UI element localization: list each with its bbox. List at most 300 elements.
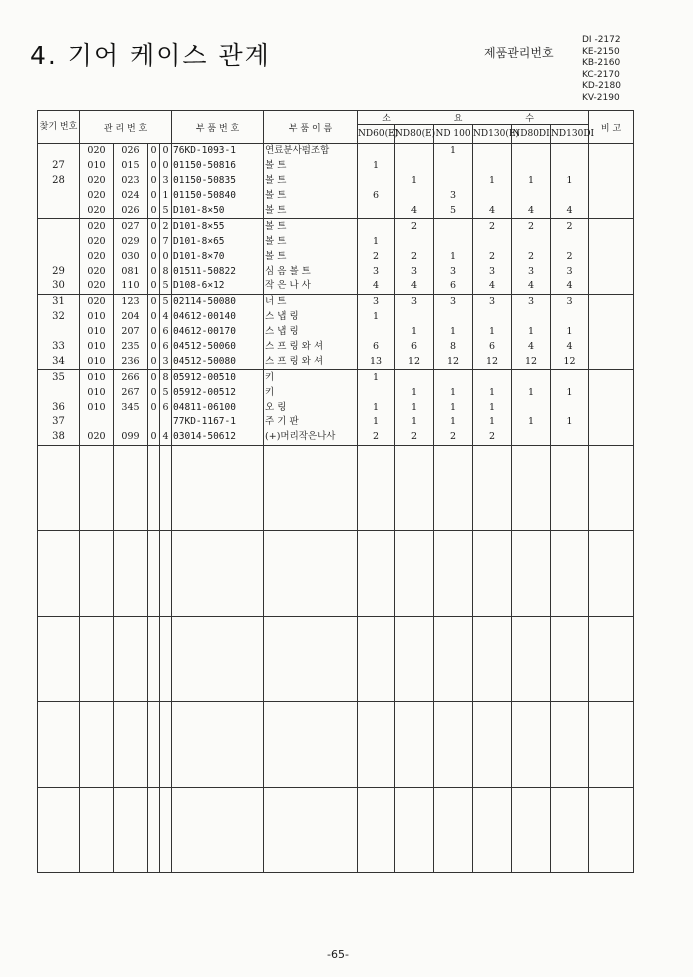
table-row <box>38 234 634 249</box>
qty-cell <box>473 310 512 325</box>
part-number-cell: 01150-50840 <box>172 189 264 204</box>
empty-cell <box>38 702 80 788</box>
empty-cell <box>512 702 551 788</box>
mgmt-no-cell: 345 <box>114 400 148 415</box>
part-name-cell: 스 프 링 와 셔 <box>264 354 358 369</box>
empty-cell <box>551 445 589 531</box>
product-mgmt-label: 제품관리번호 <box>484 46 554 60</box>
part-name-cell: 너 트 <box>264 294 358 309</box>
parts-table-body <box>38 144 634 873</box>
mgmt-no-cell: 020 <box>80 279 114 294</box>
mgmt-digit-cell: 0 <box>148 354 160 369</box>
fig-number-cell: 32 <box>38 310 80 325</box>
qty-cell: 2 <box>395 219 434 234</box>
qty-cell: 1 <box>434 144 473 159</box>
fig-number-cell <box>38 219 80 234</box>
qty-cell: 1 <box>512 174 551 189</box>
fig-number-cell: 27 <box>38 159 80 174</box>
fig-number-cell: 31 <box>38 294 80 309</box>
mgmt-no-cell: 266 <box>114 370 148 385</box>
part-name-cell: 볼 트 <box>264 234 358 249</box>
qty-cell: 12 <box>395 354 434 369</box>
mgmt-no-cell: 026 <box>114 144 148 159</box>
empty-cell <box>264 531 358 617</box>
qty-cell: 4 <box>512 204 551 219</box>
remarks-cell <box>589 144 634 159</box>
qty-cell <box>551 400 589 415</box>
empty-cell <box>148 787 160 873</box>
mgmt-no-cell: 236 <box>114 354 148 369</box>
mgmt-no-cell: 020 <box>80 219 114 234</box>
qty-cell <box>434 174 473 189</box>
header-fig-no: 찾기 번호 <box>38 111 80 144</box>
empty-cell <box>551 531 589 617</box>
mgmt-digit-cell: 0 <box>148 340 160 355</box>
qty-cell: 2 <box>551 219 589 234</box>
qty-cell: 1 <box>434 249 473 264</box>
mgmt-no-cell: 010 <box>80 370 114 385</box>
mgmt-digit-cell: 4 <box>160 310 172 325</box>
remarks-cell <box>589 340 634 355</box>
qty-cell: 2 <box>473 219 512 234</box>
qty-cell: 2 <box>434 430 473 445</box>
part-name-cell: 주 기 판 <box>264 415 358 430</box>
qty-cell: 12 <box>473 354 512 369</box>
qty-cell: 3 <box>358 264 395 279</box>
header-remarks: 비 고 <box>589 111 634 144</box>
remarks-cell <box>589 354 634 369</box>
empty-cell <box>264 702 358 788</box>
fig-number-cell: 38 <box>38 430 80 445</box>
mgmt-digit-cell: 0 <box>148 174 160 189</box>
qty-cell: 1 <box>358 159 395 174</box>
table-row <box>38 415 634 430</box>
mgmt-no-cell: 020 <box>80 294 114 309</box>
qty-cell: 1 <box>551 385 589 400</box>
table-row <box>38 385 634 400</box>
part-number-cell: 04811-06100 <box>172 400 264 415</box>
qty-cell <box>434 370 473 385</box>
qty-cell <box>512 400 551 415</box>
qty-cell <box>358 174 395 189</box>
part-name-cell: 볼 트 <box>264 174 358 189</box>
mgmt-no-cell: 010 <box>80 159 114 174</box>
qty-cell: 1 <box>434 385 473 400</box>
qty-cell <box>551 189 589 204</box>
mgmt-no-cell <box>80 415 114 430</box>
qty-cell <box>358 385 395 400</box>
qty-cell: 1 <box>551 415 589 430</box>
qty-cell: 13 <box>358 354 395 369</box>
empty-cell <box>473 531 512 617</box>
qty-cell <box>395 159 434 174</box>
fig-number-cell: 28 <box>38 174 80 189</box>
mgmt-no-cell: 010 <box>80 354 114 369</box>
remarks-cell <box>589 189 634 204</box>
mgmt-no-cell: 010 <box>80 310 114 325</box>
header-part-name: 부 품 이 름 <box>264 111 358 144</box>
qty-cell: 4 <box>473 279 512 294</box>
qty-cell <box>358 219 395 234</box>
part-name-cell: 스 프 링 와 셔 <box>264 340 358 355</box>
mgmt-no-cell: 123 <box>114 294 148 309</box>
qty-cell: 3 <box>551 264 589 279</box>
qty-cell: 2 <box>358 249 395 264</box>
mgmt-digit-cell: 8 <box>160 264 172 279</box>
fig-number-cell: 34 <box>38 354 80 369</box>
mgmt-digit-cell: 0 <box>148 385 160 400</box>
model-code: KV-2190 <box>582 92 620 103</box>
mgmt-digit-cell: 7 <box>160 234 172 249</box>
empty-cell <box>160 702 172 788</box>
mgmt-digit-cell: 3 <box>160 174 172 189</box>
mgmt-digit-cell: 8 <box>160 370 172 385</box>
mgmt-no-cell: 015 <box>114 159 148 174</box>
table-row <box>38 430 634 445</box>
qty-cell: 4 <box>395 204 434 219</box>
empty-cell <box>114 616 148 702</box>
fig-number-cell <box>38 325 80 340</box>
header-qty-col: ND60(E) <box>358 125 395 144</box>
qty-cell: 2 <box>512 249 551 264</box>
fig-number-cell: 30 <box>38 279 80 294</box>
qty-cell <box>395 310 434 325</box>
remarks-cell <box>589 430 634 445</box>
qty-cell <box>551 310 589 325</box>
qty-cell: 1 <box>358 370 395 385</box>
mgmt-digit-cell: 0 <box>148 159 160 174</box>
empty-cell <box>395 787 434 873</box>
empty-cell <box>473 787 512 873</box>
page-title: 4. 기어 케이스 관계 <box>30 41 271 70</box>
fig-number-cell: 36 <box>38 400 80 415</box>
mgmt-digit-cell <box>148 415 160 430</box>
part-name-cell: 작 은 나 사 <box>264 279 358 294</box>
empty-cell <box>512 616 551 702</box>
empty-cell <box>551 787 589 873</box>
empty-cell <box>38 616 80 702</box>
part-number-cell: 05912-00512 <box>172 385 264 400</box>
part-number-cell: 04512-50080 <box>172 354 264 369</box>
empty-cell <box>172 531 264 617</box>
qty-cell: 1 <box>395 174 434 189</box>
remarks-cell <box>589 400 634 415</box>
qty-cell: 1 <box>395 415 434 430</box>
table-row <box>38 174 634 189</box>
mgmt-digit-cell: 0 <box>160 249 172 264</box>
qty-cell: 4 <box>395 279 434 294</box>
qty-cell: 1 <box>473 415 512 430</box>
qty-cell: 6 <box>473 340 512 355</box>
empty-cell <box>395 616 434 702</box>
qty-cell <box>473 159 512 174</box>
qty-cell: 1 <box>551 325 589 340</box>
empty-cell <box>38 445 80 531</box>
mgmt-no-cell: 010 <box>80 340 114 355</box>
model-code: KB-2160 <box>582 58 621 68</box>
part-number-cell: 01511-50822 <box>172 264 264 279</box>
qty-cell <box>512 310 551 325</box>
mgmt-digit-cell: 1 <box>160 189 172 204</box>
qty-cell <box>512 234 551 249</box>
remarks-cell <box>589 415 634 430</box>
part-name-cell: 심 음 볼 트 <box>264 264 358 279</box>
empty-cell <box>589 787 634 873</box>
qty-cell: 3 <box>434 294 473 309</box>
mgmt-digit-cell: 5 <box>160 279 172 294</box>
part-number-cell: 05912-00510 <box>172 370 264 385</box>
fig-number-cell <box>38 204 80 219</box>
empty-cell <box>148 531 160 617</box>
part-number-cell: 02114-50080 <box>172 294 264 309</box>
remarks-cell <box>589 370 634 385</box>
part-name-cell: 볼 트 <box>264 159 358 174</box>
table-row <box>38 219 634 234</box>
empty-row <box>38 531 634 617</box>
qty-cell <box>434 310 473 325</box>
qty-cell: 1 <box>551 174 589 189</box>
mgmt-digit-cell: 0 <box>148 249 160 264</box>
qty-cell: 3 <box>512 294 551 309</box>
mgmt-digit-cell: 0 <box>160 144 172 159</box>
empty-cell <box>38 531 80 617</box>
empty-cell <box>473 702 512 788</box>
empty-cell <box>114 787 148 873</box>
mgmt-no-cell: 020 <box>80 430 114 445</box>
part-number-cell: 04612-00170 <box>172 325 264 340</box>
mgmt-no-cell: 023 <box>114 174 148 189</box>
empty-cell <box>358 787 395 873</box>
fig-number-cell <box>38 189 80 204</box>
empty-cell <box>434 531 473 617</box>
part-number-cell: 76KD-1093-1 <box>172 144 264 159</box>
mgmt-digit-cell: 0 <box>148 219 160 234</box>
table-row <box>38 264 634 279</box>
table-row <box>38 159 634 174</box>
empty-cell <box>172 445 264 531</box>
remarks-cell <box>589 310 634 325</box>
part-name-cell: 키 <box>264 385 358 400</box>
mgmt-digit-cell: 5 <box>160 294 172 309</box>
part-number-cell: 04512-50060 <box>172 340 264 355</box>
mgmt-digit-cell: 0 <box>148 264 160 279</box>
empty-cell <box>358 702 395 788</box>
qty-cell <box>358 204 395 219</box>
fig-number-cell <box>38 249 80 264</box>
remarks-cell <box>589 159 634 174</box>
empty-cell <box>473 616 512 702</box>
empty-cell <box>473 445 512 531</box>
qty-cell <box>473 370 512 385</box>
mgmt-no-cell: 204 <box>114 310 148 325</box>
mgmt-digit-cell: 3 <box>160 354 172 369</box>
qty-cell: 1 <box>473 400 512 415</box>
part-number-cell: 04612-00140 <box>172 310 264 325</box>
mgmt-no-cell: 110 <box>114 279 148 294</box>
empty-row <box>38 445 634 531</box>
table-row <box>38 340 634 355</box>
qty-cell: 2 <box>395 249 434 264</box>
model-code: KD-2180 <box>582 81 621 91</box>
qty-cell: 4 <box>512 279 551 294</box>
table-row <box>38 204 634 219</box>
header-qty-col: ND80(E) <box>395 125 434 144</box>
mgmt-no-cell: 030 <box>114 249 148 264</box>
qty-cell: 1 <box>358 415 395 430</box>
qty-cell: 1 <box>358 234 395 249</box>
mgmt-no-cell: 207 <box>114 325 148 340</box>
empty-cell <box>434 616 473 702</box>
qty-cell: 1 <box>395 325 434 340</box>
empty-cell <box>148 616 160 702</box>
mgmt-digit-cell: 6 <box>160 325 172 340</box>
mgmt-no-cell: 010 <box>80 385 114 400</box>
qty-cell <box>434 234 473 249</box>
model-code: KE-2150 <box>582 46 620 57</box>
remarks-cell <box>589 174 634 189</box>
empty-cell <box>172 616 264 702</box>
empty-cell <box>114 445 148 531</box>
qty-cell <box>434 219 473 234</box>
mgmt-no-cell: 020 <box>80 144 114 159</box>
mgmt-no-cell: 267 <box>114 385 148 400</box>
part-name-cell: (+)머리작은나사 <box>264 430 358 445</box>
empty-cell <box>589 616 634 702</box>
qty-cell <box>358 144 395 159</box>
empty-cell <box>551 616 589 702</box>
mgmt-no-cell: 099 <box>114 430 148 445</box>
remarks-cell <box>589 294 634 309</box>
empty-cell <box>395 702 434 788</box>
qty-cell: 3 <box>395 294 434 309</box>
part-name-cell: 볼 트 <box>264 189 358 204</box>
empty-cell <box>551 702 589 788</box>
qty-cell: 1 <box>512 415 551 430</box>
qty-cell <box>551 430 589 445</box>
page-number: -65- <box>327 948 349 961</box>
empty-cell <box>160 445 172 531</box>
qty-cell <box>473 144 512 159</box>
part-name-cell: 볼 트 <box>264 249 358 264</box>
empty-cell <box>114 531 148 617</box>
mgmt-digit-cell <box>160 415 172 430</box>
qty-cell <box>512 159 551 174</box>
qty-cell: 6 <box>358 189 395 204</box>
qty-cell <box>358 325 395 340</box>
qty-cell: 8 <box>434 340 473 355</box>
empty-cell <box>589 531 634 617</box>
qty-cell: 1 <box>434 415 473 430</box>
fig-number-cell <box>38 234 80 249</box>
header-qty-group: 소 요 수 <box>358 111 589 125</box>
mgmt-digit-cell: 0 <box>148 310 160 325</box>
mgmt-digit-cell: 0 <box>148 279 160 294</box>
empty-cell <box>80 445 114 531</box>
empty-cell <box>434 787 473 873</box>
mgmt-digit-cell: 0 <box>148 204 160 219</box>
table-row <box>38 354 634 369</box>
part-number-cell: D101-8×70 <box>172 249 264 264</box>
qty-cell: 3 <box>551 294 589 309</box>
empty-cell <box>589 702 634 788</box>
qty-cell: 1 <box>358 400 395 415</box>
table-row <box>38 279 634 294</box>
mgmt-digit-cell: 5 <box>160 204 172 219</box>
table-row <box>38 249 634 264</box>
fig-number-cell: 37 <box>38 415 80 430</box>
qty-cell <box>551 234 589 249</box>
qty-cell: 2 <box>551 249 589 264</box>
qty-cell: 12 <box>512 354 551 369</box>
empty-cell <box>172 702 264 788</box>
qty-cell <box>512 370 551 385</box>
remarks-cell <box>589 249 634 264</box>
qty-cell: 2 <box>395 430 434 445</box>
qty-cell: 5 <box>434 204 473 219</box>
empty-cell <box>80 702 114 788</box>
empty-cell <box>38 787 80 873</box>
remarks-cell <box>589 204 634 219</box>
table-row <box>38 400 634 415</box>
qty-cell: 4 <box>473 204 512 219</box>
qty-cell <box>395 234 434 249</box>
empty-cell <box>80 616 114 702</box>
mgmt-no-cell: 010 <box>80 325 114 340</box>
empty-cell <box>172 787 264 873</box>
mgmt-digit-cell: 4 <box>160 430 172 445</box>
mgmt-digit-cell: 0 <box>160 159 172 174</box>
qty-cell <box>512 430 551 445</box>
qty-cell <box>551 144 589 159</box>
fig-number-cell <box>38 385 80 400</box>
part-name-cell: 볼 트 <box>264 219 358 234</box>
qty-cell: 3 <box>473 294 512 309</box>
empty-cell <box>160 787 172 873</box>
part-number-cell: D101-8×55 <box>172 219 264 234</box>
mgmt-no-cell: 026 <box>114 204 148 219</box>
part-name-cell: 연료분사펌조합 <box>264 144 358 159</box>
qty-cell: 2 <box>473 249 512 264</box>
remarks-cell <box>589 325 634 340</box>
empty-cell <box>80 531 114 617</box>
qty-cell: 12 <box>434 354 473 369</box>
part-number-cell: 01150-50816 <box>172 159 264 174</box>
fig-number-cell: 29 <box>38 264 80 279</box>
mgmt-no-cell: 020 <box>80 174 114 189</box>
empty-cell <box>148 445 160 531</box>
header-qty-col: ND130(E) <box>473 125 512 144</box>
mgmt-digit-cell: 6 <box>160 400 172 415</box>
empty-row <box>38 787 634 873</box>
empty-cell <box>395 531 434 617</box>
qty-cell: 1 <box>395 385 434 400</box>
mgmt-no-cell: 020 <box>80 264 114 279</box>
header-mgmt-no: 관 리 번 호 <box>80 111 172 144</box>
empty-cell <box>589 445 634 531</box>
empty-cell <box>358 445 395 531</box>
qty-cell: 6 <box>395 340 434 355</box>
empty-cell <box>512 787 551 873</box>
remarks-cell <box>589 219 634 234</box>
mgmt-digit-cell: 0 <box>148 234 160 249</box>
qty-cell: 6 <box>434 279 473 294</box>
mgmt-digit-cell: 0 <box>148 370 160 385</box>
empty-cell <box>358 616 395 702</box>
remarks-cell <box>589 385 634 400</box>
qty-cell: 4 <box>512 340 551 355</box>
part-number-cell: D101-8×50 <box>172 204 264 219</box>
empty-cell <box>264 787 358 873</box>
